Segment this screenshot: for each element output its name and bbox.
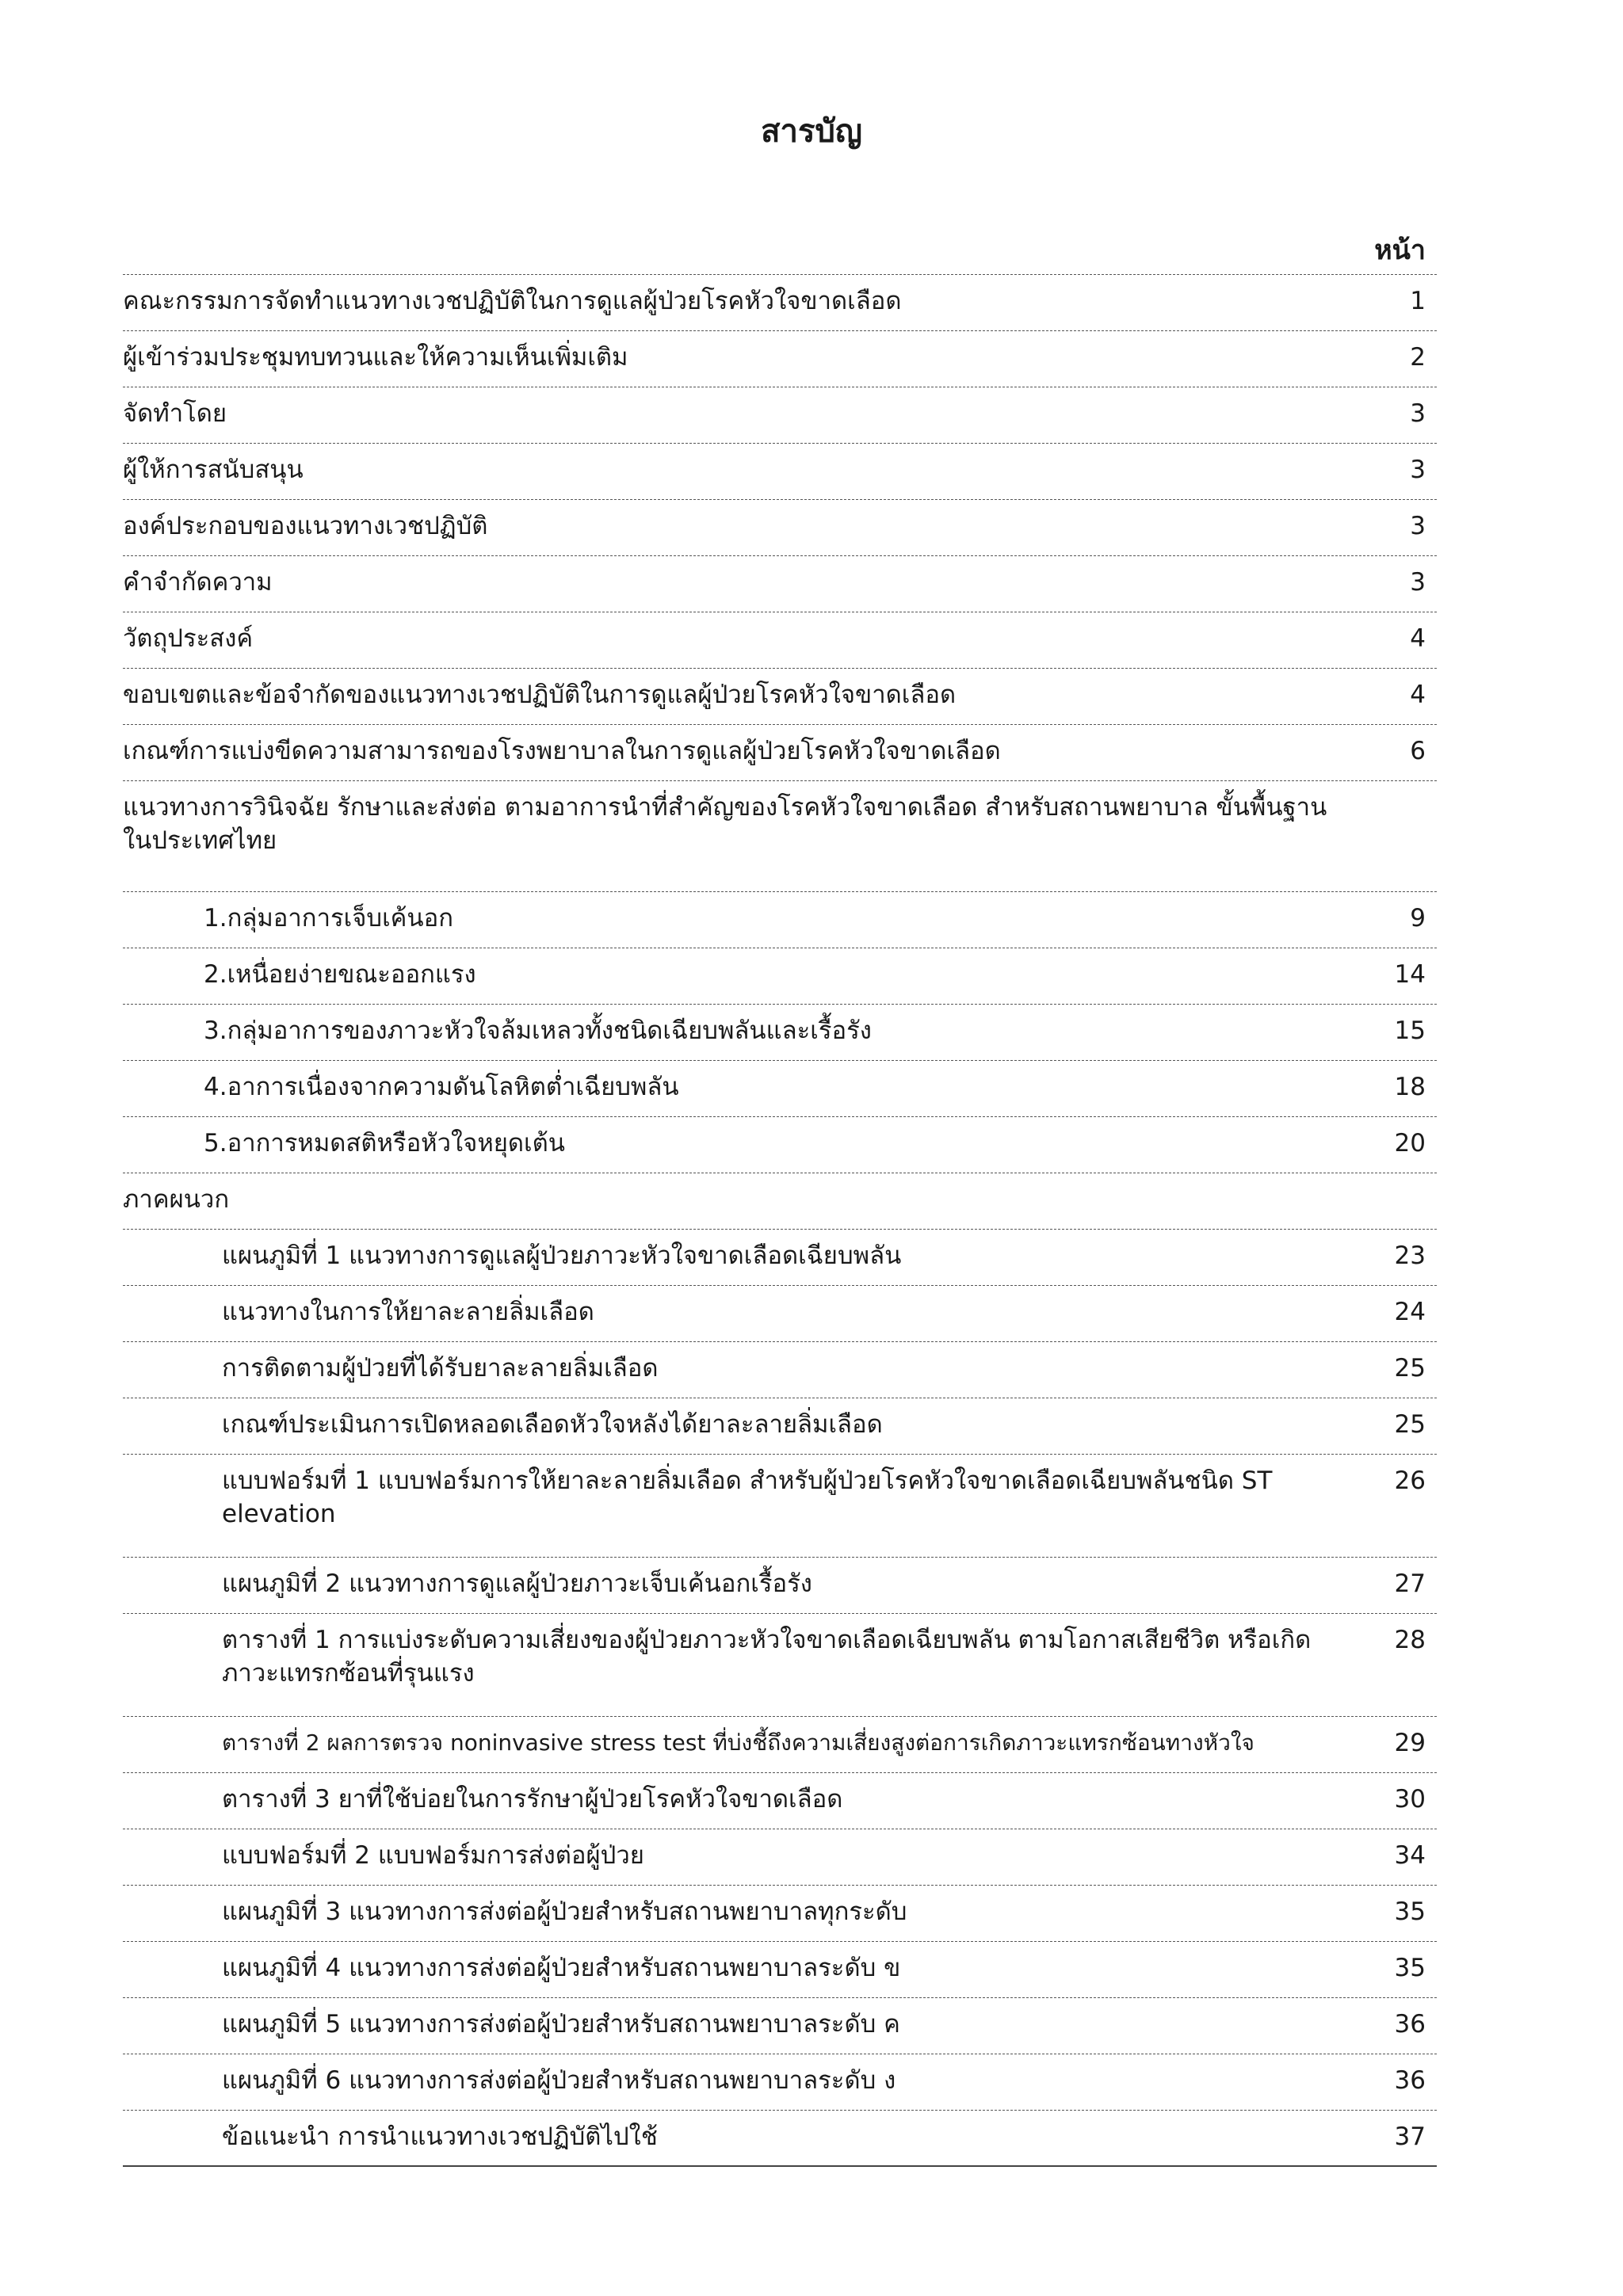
toc-entry-page: 36	[1394, 2066, 1426, 2095]
toc-entry[interactable]	[123, 2054, 1437, 2111]
toc-entry[interactable]	[123, 275, 1437, 331]
toc-section-heading[interactable]	[123, 781, 1437, 892]
toc-entry-title: 2.เหนื่อยง่ายขณะออกแรง	[204, 960, 476, 989]
toc-entry[interactable]	[123, 331, 1437, 387]
toc-entry-title: เกณฑ์ประเมินการเปิดหลอดเลือดหัวใจหลังได้ยาละลายลิ่มเลือด	[222, 1410, 883, 1439]
toc-entry-title: เกณฑ์การแบ่งขีดความสามารถของโรงพยาบาลในการดูแลผู้ป่วยโรคหัวใจขาดเลือด	[123, 737, 1001, 765]
toc-entry-title: องค์ประกอบของแนวทางเวชปฏิบัติ	[123, 512, 488, 540]
toc-entry-title: แผนภูมิที่ 5 แนวทางการส่งต่อผู้ป่วยสำหรับสถานพยาบาลระดับ ค	[222, 2010, 900, 2039]
toc-entry[interactable]	[123, 1398, 1437, 1455]
toc-entry-title: แผนภูมิที่ 6 แนวทางการส่งต่อผู้ป่วยสำหรับสถานพยาบาลระดับ ง	[222, 2066, 896, 2095]
toc-entry-title: ตารางที่ 3 ยาที่ใช้บ่อยในการรักษาผู้ป่วยโรคหัวใจขาดเลือด	[222, 1785, 843, 1814]
toc-entry-page: 25	[1394, 1410, 1426, 1439]
toc-entry-title: วัตถุประสงค์	[123, 624, 254, 653]
toc-entry-title: ตารางที่ 1 การแบ่งระดับความเสี่ยงของผู้ป่วยภาวะหัวใจขาดเลือดเฉียบพลัน ตามโอกาสเสียชีวิต หรือเกิดภาวะแทรกซ้อนที่รุนแรง	[222, 1626, 1312, 1688]
toc-entry-page: 4	[1410, 624, 1426, 653]
toc-entry-title: 4.อาการเนื่องจากความดันโลหิตต่ำเฉียบพลัน	[204, 1073, 679, 1101]
toc-entry-page: 28	[1394, 1626, 1426, 1654]
toc-entry-page: 24	[1394, 1298, 1426, 1326]
toc-entry[interactable]	[123, 1230, 1437, 1286]
toc-entry-title: แนวทางการวินิจฉัย รักษาและส่งต่อ ตามอาการนำที่สำคัญของโรคหัวใจขาดเลือด สำหรับสถานพยาบาล ขั้นพื้นฐานในประเทศไทย	[123, 793, 1327, 855]
toc-entry[interactable]	[123, 500, 1437, 556]
toc-entry[interactable]	[123, 1342, 1437, 1398]
toc-entry[interactable]	[123, 556, 1437, 612]
toc-entry-title: 5.อาการหมดสติหรือหัวใจหยุดเต้น	[204, 1129, 565, 1158]
toc-entry-page: 25	[1394, 1354, 1426, 1383]
toc-entry[interactable]	[123, 444, 1437, 500]
toc-entry-title: จัดทำโดย	[123, 399, 227, 428]
toc-entry-title: แผนภูมิที่ 3 แนวทางการส่งต่อผู้ป่วยสำหรับสถานพยาบาลทุกระดับ	[222, 1897, 907, 1926]
toc-entry-title: แบบฟอร์มที่ 2 แบบฟอร์มการส่งต่อผู้ป่วย	[222, 1841, 644, 1870]
toc-entry[interactable]	[123, 669, 1437, 725]
toc-entry-page: 26	[1394, 1466, 1426, 1495]
toc-entry[interactable]	[123, 892, 1437, 948]
table-of-contents	[123, 219, 1437, 2167]
toc-entry[interactable]	[123, 1886, 1437, 1942]
toc-entry[interactable]	[123, 387, 1437, 444]
toc-entry-page: 20	[1394, 1129, 1426, 1158]
toc-entry-title: แนวทางในการให้ยาละลายลิ่มเลือด	[222, 1298, 594, 1326]
toc-section-heading[interactable]	[123, 1173, 1437, 1230]
toc-entry-title: 3.กลุ่มอาการของภาวะหัวใจล้มเหลวทั้งชนิดเฉียบพลันและเรื้อรัง	[204, 1016, 872, 1045]
page-title: สารบัญ	[761, 113, 862, 150]
page-column-label: หน้า	[1374, 235, 1426, 266]
toc-entry[interactable]	[123, 1005, 1437, 1061]
toc-entry[interactable]	[123, 1117, 1437, 1173]
toc-entry-page: 15	[1394, 1016, 1426, 1045]
toc-entry-page: 29	[1394, 1729, 1426, 1757]
toc-entry-page: 27	[1394, 1569, 1426, 1598]
toc-entry-page: 1	[1410, 287, 1426, 315]
toc-entry[interactable]	[123, 948, 1437, 1005]
toc-entry[interactable]	[123, 1942, 1437, 1998]
toc-entry-title: ข้อแนะนำ การนำแนวทางเวชปฏิบัติไปใช้	[222, 2122, 658, 2151]
page-column-header	[123, 219, 1437, 275]
toc-entry-title: คณะกรรมการจัดทำแนวทางเวชปฏิบัติในการดูแลผู้ป่วยโรคหัวใจขาดเลือด	[123, 287, 902, 315]
toc-entry-title: คำจำกัดความ	[123, 568, 273, 597]
toc-entry-page: 3	[1410, 568, 1426, 597]
toc-entry-page: 23	[1394, 1241, 1426, 1270]
toc-entry-title: 1.กลุ่มอาการเจ็บเค้นอก	[204, 904, 453, 933]
toc-entry-page: 30	[1394, 1785, 1426, 1814]
toc-entry-title: ขอบเขตและข้อจำกัดของแนวทางเวชปฏิบัติในการดูแลผู้ป่วยโรคหัวใจขาดเลือด	[123, 681, 957, 709]
toc-entry[interactable]	[123, 1717, 1437, 1773]
toc-entry-page: 4	[1410, 681, 1426, 709]
toc-entry-title: แผนภูมิที่ 2 แนวทางการดูแลผู้ป่วยภาวะเจ็บเค้นอกเรื้อรัง	[222, 1569, 812, 1598]
toc-entry-page: 36	[1394, 2010, 1426, 2039]
toc-entry[interactable]	[123, 612, 1437, 669]
toc-entry[interactable]	[123, 1614, 1437, 1717]
toc-entry[interactable]	[123, 1061, 1437, 1117]
toc-entry-title: ผู้ให้การสนับสนุน	[123, 456, 304, 484]
toc-entry[interactable]	[123, 1455, 1437, 1558]
toc-entry-page: 6	[1410, 737, 1426, 765]
toc-entry[interactable]	[123, 2111, 1437, 2167]
toc-entry[interactable]	[123, 1773, 1437, 1829]
toc-entry-title: แบบฟอร์มที่ 1 แบบฟอร์มการให้ยาละลายลิ่มเลือด สำหรับผู้ป่วยโรคหัวใจขาดเลือดเฉียบพลันชนิด ST elevation	[222, 1466, 1273, 1528]
toc-entry-title: ผู้เข้าร่วมประชุมทบทวนและให้ความเห็นเพิ่มเติม	[123, 343, 628, 372]
toc-entry-page: 35	[1394, 1897, 1426, 1926]
toc-entry-page: 2	[1410, 343, 1426, 372]
toc-entry-title: แผนภูมิที่ 1 แนวทางการดูแลผู้ป่วยภาวะหัวใจขาดเลือดเฉียบพลัน	[222, 1241, 902, 1270]
toc-entry-page: 3	[1410, 512, 1426, 540]
toc-entry-title: ตารางที่ 2 ผลการตรวจ noninvasive stress test ที่บ่งชี้ถึงความเสี่ยงสูงต่อการเกิดภาวะแทรกซ้อนทางหัวใจ	[222, 1730, 1254, 1756]
toc-entry[interactable]	[123, 1829, 1437, 1886]
toc-entry-page: 34	[1394, 1841, 1426, 1870]
toc-entry-page: 18	[1394, 1073, 1426, 1101]
toc-entry-page: 14	[1394, 960, 1426, 989]
toc-entry-page: 37	[1394, 2122, 1426, 2151]
toc-entry[interactable]	[123, 1286, 1437, 1342]
toc-entry-title: แผนภูมิที่ 4 แนวทางการส่งต่อผู้ป่วยสำหรับสถานพยาบาลระดับ ข	[222, 1954, 901, 1982]
toc-entry-page: 9	[1410, 904, 1426, 933]
toc-entry[interactable]	[123, 725, 1437, 781]
toc-entry[interactable]	[123, 1998, 1437, 2054]
toc-entry-page: 3	[1410, 456, 1426, 484]
toc-entry-page: 3	[1410, 399, 1426, 428]
toc-entry-title: การติดตามผู้ป่วยที่ได้รับยาละลายลิ่มเลือด	[222, 1354, 659, 1383]
toc-entry[interactable]	[123, 1558, 1437, 1614]
toc-entry-page: 35	[1394, 1954, 1426, 1982]
toc-entry-title: ภาคผนวก	[123, 1185, 230, 1214]
